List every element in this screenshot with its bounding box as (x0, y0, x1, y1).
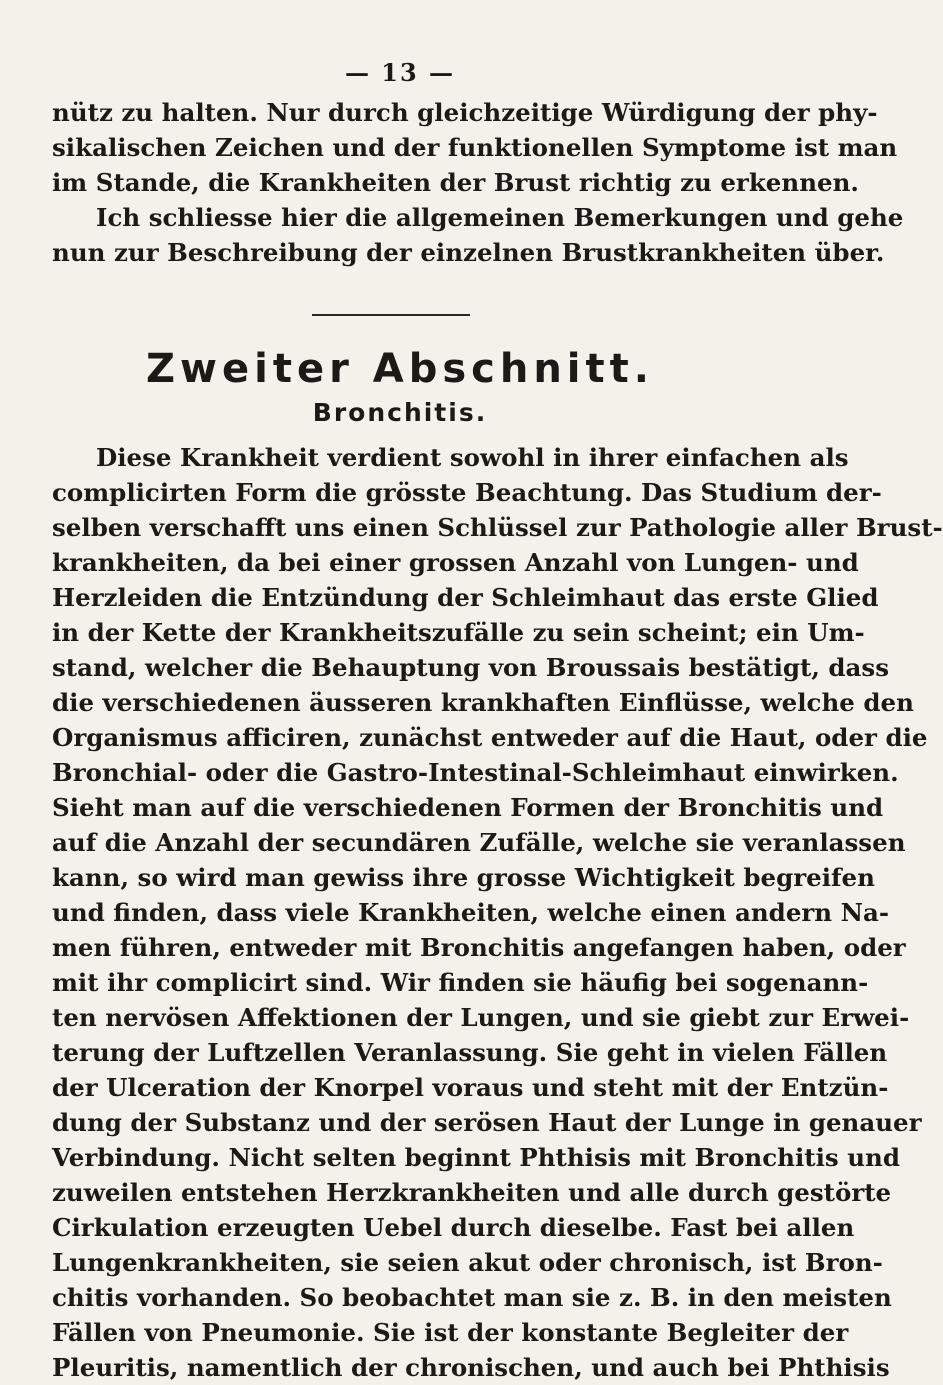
text-line: im Stande, die Krankheiten der Brust richtig zu erkennen. (52, 168, 859, 197)
section-heading: Zweiter Abschnitt. (146, 346, 654, 392)
text-line: men führen, entweder mit Bronchitis angefangen haben, oder (52, 933, 906, 962)
text-line: kann, so wird man gewiss ihre grosse Wichtigkeit begreifen (52, 863, 875, 892)
text-line: Bronchial- oder die Gastro-Intestinal-Schleimhaut einwirken. (52, 758, 899, 787)
text-line: complicirten Form die grösste Beachtung. Das Studium der- (52, 478, 882, 507)
text-line: Verbindung. Nicht selten beginnt Phthisis mit Bronchitis und (52, 1143, 900, 1172)
text-line: Ich schliesse hier die allgemeinen Bemerkungen und gehe (96, 203, 904, 232)
page-number: — 13 — (344, 58, 456, 87)
text-line: krankheiten, da bei einer grossen Anzahl von Lungen- und (52, 548, 859, 577)
text-line: in der Kette der Krankheitszufälle zu sein scheint; ein Um- (52, 618, 865, 647)
body-paragraph (52, 440, 943, 1385)
topic-heading: Bronchitis. (312, 398, 488, 427)
text-line: nütz zu halten. Nur durch gleichzeitige Würdigung der phy- (52, 98, 878, 127)
text-line: stand, welcher die Behauptung von Broussais bestätigt, dass (52, 653, 890, 682)
section-divider (312, 314, 470, 316)
text-line: selben verschafft uns einen Schlüssel zur Pathologie aller Brust- (52, 513, 943, 542)
text-line: Organismus afficiren, zunächst entweder auf die Haut, oder die (52, 723, 928, 752)
text-line: Diese Krankheit verdient sowohl in ihrer einfachen als (96, 443, 849, 472)
text-line: dung der Substanz und der serösen Haut der Lunge in genauer (52, 1108, 922, 1137)
text-line: sikalischen Zeichen und der funktionellen Symptome ist man (52, 133, 898, 162)
text-line: chitis vorhanden. So beobachtet man sie z. B. in den meisten (52, 1283, 892, 1312)
text-line: Herzleiden die Entzündung der Schleimhaut das erste Glied (52, 583, 879, 612)
text-line: die verschiedenen äusseren krankhaften Einflüsse, welche den (52, 688, 914, 717)
text-line: zuweilen entstehen Herzkrankheiten und alle durch gestörte (52, 1178, 892, 1207)
text-line: Sieht man auf die verschiedenen Formen der Bronchitis und (52, 793, 884, 822)
text-line: Fällen von Pneumonie. Sie ist der konstante Begleiter der (52, 1318, 849, 1347)
text-line: nun zur Beschreibung der einzelnen Brustkrankheiten über. (52, 238, 885, 267)
text-line: Pleuritis, namentlich der chronischen, und auch bei Phthisis (52, 1353, 890, 1382)
text-line: mit ihr complicirt sind. Wir finden sie häufig bei sogenann- (52, 968, 869, 997)
text-line: auf die Anzahl der secundären Zufälle, welche sie veranlassen (52, 828, 906, 857)
text-line: der Ulceration der Knorpel voraus und steht mit der Entzün- (52, 1073, 889, 1102)
text-line: terung der Luftzellen Veranlassung. Sie geht in vielen Fällen (52, 1038, 888, 1067)
text-line: ten nervösen Affektionen der Lungen, und sie giebt zur Erwei- (52, 1003, 910, 1032)
text-line: und finden, dass viele Krankheiten, welche einen andern Na- (52, 898, 890, 927)
text-line: Lungenkrankheiten, sie seien akut oder chronisch, ist Bron- (52, 1248, 883, 1277)
text-line: Cirkulation erzeugten Uebel durch dieselbe. Fast bei allen (52, 1213, 855, 1242)
intro-paragraph (52, 95, 904, 270)
